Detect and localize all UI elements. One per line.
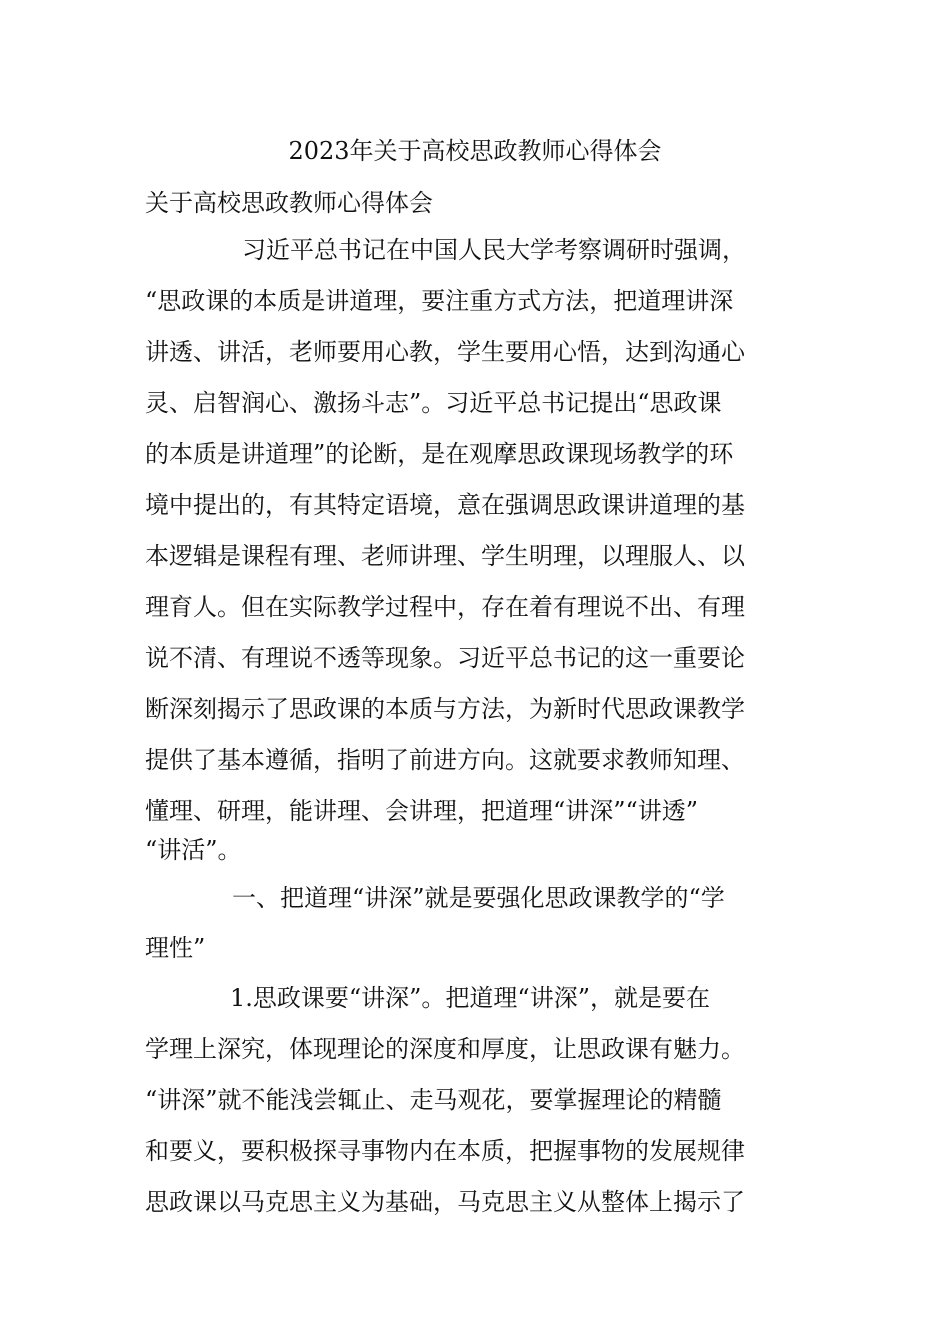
paragraph-line: 和要义，要积极探寻事物内在本质，把握事物的发展规律 <box>145 1137 745 1165</box>
section-heading-line: 理性” <box>145 934 206 962</box>
paragraph-line: 说不清、有理说不透等现象。习近平总书记的这一重要论 <box>145 644 745 672</box>
section-heading-line: 一、把道理“讲深”就是要强化思政课教学的“学 <box>232 884 725 912</box>
paragraph-line: 讲透、讲活，老师要用心教，学生要用心悟，达到沟通心 <box>145 338 745 366</box>
paragraph-line: “讲活”。 <box>145 836 242 864</box>
document-subtitle: 关于高校思政教师心得体会 <box>145 189 433 217</box>
paragraph-line: 灵、启智润心、激扬斗志”。习近平总书记提出“思政课 <box>145 389 722 417</box>
paragraph-line: 境中提出的，有其特定语境，意在强调思政课讲道理的基 <box>145 491 745 519</box>
paragraph-line: 习近平总书记在中国人民大学考察调研时强调， <box>242 236 746 264</box>
paragraph-line: 思政课以马克思主义为基础，马克思主义从整体上揭示了 <box>145 1188 745 1216</box>
paragraph-line: 的本质是讲道理”的论断，是在观摩思政课现场教学的环 <box>145 440 734 468</box>
paragraph-line: 本逻辑是课程有理、老师讲理、学生明理，以理服人、以 <box>145 542 745 570</box>
paragraph-line: 懂理、研理，能讲理、会讲理，把道理“讲深”“讲透” <box>145 797 699 825</box>
paragraph-line: “思政课的本质是讲道理，要注重方式方法，把道理讲深 <box>145 287 734 315</box>
paragraph-line: “讲深”就不能浅尝辄止、走马观花，要掌握理论的精髓 <box>145 1086 722 1114</box>
paragraph-line: 1.思政课要“讲深”。把道理“讲深”，就是要在 <box>230 984 710 1012</box>
paragraph-line: 学理上深究，体现理论的深度和厚度，让思政课有魅力。 <box>145 1035 745 1063</box>
paragraph-line: 理育人。但在实际教学过程中，存在着有理说不出、有理 <box>145 593 745 621</box>
paragraph-line: 断深刻揭示了思政课的本质与方法，为新时代思政课教学 <box>145 695 745 723</box>
paragraph-line: 提供了基本遵循，指明了前进方向。这就要求教师知理、 <box>145 746 745 774</box>
document-title: 2023年关于高校思政教师心得体会 <box>288 137 662 165</box>
